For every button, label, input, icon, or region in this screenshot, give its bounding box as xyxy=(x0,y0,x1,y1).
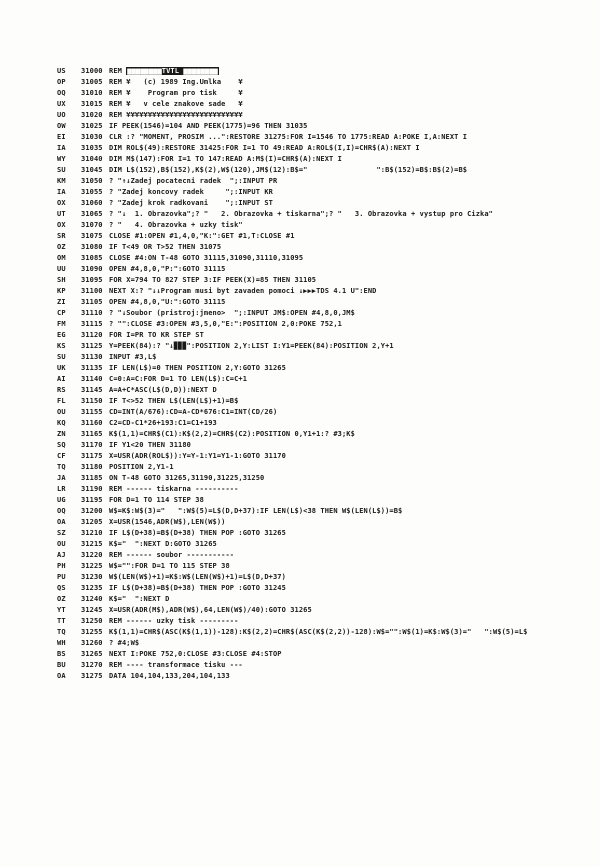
code-text: NEXT I:POKE 752,0:CLOSE #3:CLOSE #4:STOP xyxy=(109,650,282,658)
code-text: IF Y1<20 THEN 31180 xyxy=(109,441,191,449)
listing-line xyxy=(57,330,597,341)
line-code xyxy=(109,385,597,396)
code-text: INPUT #3,L$ xyxy=(109,353,157,361)
line-code xyxy=(109,462,597,473)
code-text: IF T<49 OR T>52 THEN 31075 xyxy=(109,243,222,251)
line-number: 31180 xyxy=(81,463,103,471)
line-number: 31250 xyxy=(81,617,103,625)
line-checksum: KS xyxy=(57,342,66,350)
line-number: 31120 xyxy=(81,331,103,339)
code-text: ? "↓ 1. Obrazovka";? " 2. Obrazovka + tiskarna";? " 3. Obrazovka + vystup pro Cizka" xyxy=(109,210,493,218)
listing-line xyxy=(57,176,597,187)
code-text: IF L$(D+38)=B$(D+38) THEN POP :GOTO 31265 xyxy=(109,529,286,537)
listing-line xyxy=(57,242,597,253)
line-checksum: RS xyxy=(57,386,66,394)
code-text: POSITION 2,Y1-1 xyxy=(109,463,174,471)
line-checksum: OM xyxy=(57,254,66,262)
line-checksum: SU xyxy=(57,166,66,174)
listing-line xyxy=(57,220,597,231)
line-number: 31140 xyxy=(81,375,103,383)
line-checksum: OZ xyxy=(57,595,66,603)
line-code xyxy=(109,319,597,330)
code-text: ? "":CLOSE #3:OPEN #3,5,0,"E:":POSITION 2,0:POKE 752,1 xyxy=(109,320,342,328)
line-code xyxy=(109,638,597,649)
line-number: 31225 xyxy=(81,562,103,570)
code-text: REM ------ tiskarna ---------- xyxy=(109,485,239,493)
code-text: ? #4;W$ xyxy=(109,639,140,647)
line-number: 31175 xyxy=(81,452,103,460)
line-number: 31265 xyxy=(81,650,103,658)
line-code xyxy=(109,616,597,627)
code-text: C=0:A=C:FOR D=1 TO LEN(L$):C=C+1 xyxy=(109,375,248,383)
line-number: 31060 xyxy=(81,199,103,207)
line-code xyxy=(109,407,597,418)
line-code xyxy=(109,88,597,99)
line-code xyxy=(109,275,597,286)
line-checksum: UK xyxy=(57,364,66,372)
line-code xyxy=(109,572,597,583)
line-code xyxy=(109,418,597,429)
line-number: 31135 xyxy=(81,364,103,372)
line-code xyxy=(109,66,597,77)
line-code xyxy=(109,220,597,231)
line-code xyxy=(109,528,597,539)
code-text: Y=PEEK(84):? "↓▉▉▉":POSITION 2,Y:LIST I:Y1=PEEK(84):POSITION 2,Y+1 xyxy=(109,342,394,350)
line-number: 31000 xyxy=(81,67,103,75)
line-number: 31190 xyxy=(81,485,103,493)
line-checksum: SR xyxy=(57,232,66,240)
listing-line xyxy=(57,99,597,110)
listing-line xyxy=(57,308,597,319)
line-number: 31085 xyxy=(81,254,103,262)
listing-line xyxy=(57,165,597,176)
line-code xyxy=(109,396,597,407)
line-number: 31205 xyxy=(81,518,103,526)
line-checksum: UG xyxy=(57,496,66,504)
listing-line xyxy=(57,264,597,275)
line-checksum: OU xyxy=(57,540,66,548)
line-number: 31260 xyxy=(81,639,103,647)
line-code xyxy=(109,605,597,616)
line-number: 31255 xyxy=(81,628,103,636)
line-number: 31230 xyxy=(81,573,103,581)
listing-line xyxy=(57,495,597,506)
code-text: X=USR(ADR(M$),ADR(W$),64,LEN(W$)/40):GOTO 31265 xyxy=(109,606,312,614)
line-checksum: OW xyxy=(57,122,66,130)
line-checksum: OA xyxy=(57,518,66,526)
listing-line xyxy=(57,88,597,99)
line-code xyxy=(109,550,597,561)
code-text: NEXT X:? "↓↓Program musi byt zavaden pomoci ↓▶▶▶TDS 4.1 U":END xyxy=(109,287,377,295)
line-number: 31160 xyxy=(81,419,103,427)
line-code xyxy=(109,561,597,572)
line-code xyxy=(109,154,597,165)
code-text: OPEN #4,8,0,"U:":GOTO 31115 xyxy=(109,298,226,306)
code-text: A=A+C*ASC(L$(D,D)):NEXT D xyxy=(109,386,217,394)
line-number: 31155 xyxy=(81,408,103,416)
code-text: REM ¥ v cele znakove sade ¥ xyxy=(109,100,243,108)
line-code xyxy=(109,198,597,209)
line-checksum: OQ xyxy=(57,89,66,97)
listing-line xyxy=(57,517,597,528)
code-text: ON T-48 GOTO 31265,31190,31225,31250 xyxy=(109,474,265,482)
line-checksum: OP xyxy=(57,78,66,86)
line-number: 31275 xyxy=(81,672,103,680)
line-code xyxy=(109,99,597,110)
listing-line xyxy=(57,528,597,539)
listing-line xyxy=(57,473,597,484)
line-checksum: OA xyxy=(57,672,66,680)
line-checksum: AJ xyxy=(57,551,66,559)
listing-line xyxy=(57,396,597,407)
listing-line xyxy=(57,231,597,242)
listing-line xyxy=(57,154,597,165)
line-number: 31145 xyxy=(81,386,103,394)
code-text: W$=K$:W$(3)=" ":W$(5)=L$(D,D+37):IF LEN(L$)<38 THEN W$(LEN(L$))=B$ xyxy=(109,507,403,515)
code-text: ? "Zadej koncovy radek ";:INPUT KR xyxy=(109,188,273,196)
listing-line xyxy=(57,539,597,550)
line-number: 31215 xyxy=(81,540,103,548)
line-number: 31105 xyxy=(81,298,103,306)
line-code xyxy=(109,187,597,198)
code-text: REM ------ soubor ----------- xyxy=(109,551,235,559)
line-code xyxy=(109,495,597,506)
line-number: 31020 xyxy=(81,111,103,119)
line-number: 31170 xyxy=(81,441,103,449)
listing-line xyxy=(57,187,597,198)
listing-line xyxy=(57,616,597,627)
code-text: REM xyxy=(109,67,127,75)
code-text: ? "↑↓Zadej pocatecni radek ";:INPUT PR xyxy=(109,177,278,185)
listing-line xyxy=(57,374,597,385)
listing-line xyxy=(57,341,597,352)
line-checksum: JA xyxy=(57,474,66,482)
listing-line xyxy=(57,121,597,132)
line-number: 31165 xyxy=(81,430,103,438)
line-code xyxy=(109,374,597,385)
listing-line xyxy=(57,462,597,473)
line-code xyxy=(109,671,597,682)
line-code xyxy=(109,121,597,132)
listing-line xyxy=(57,627,597,638)
line-checksum: IA xyxy=(57,188,66,196)
line-number: 31220 xyxy=(81,551,103,559)
line-code xyxy=(109,264,597,275)
code-text: C2=CD-C1*26+193:C1=C1+193 xyxy=(109,419,217,427)
line-number: 31200 xyxy=(81,507,103,515)
code-text: DIM L$(152),B$(152),K$(2),W$(120),JM$(12):B$=" ":B$(152)=B$:B$(2)=B$ xyxy=(109,166,468,174)
listing-line xyxy=(57,605,597,616)
line-checksum: EG xyxy=(57,331,66,339)
listing-line xyxy=(57,418,597,429)
line-checksum: UU xyxy=(57,265,66,273)
line-code xyxy=(109,627,597,638)
line-checksum: OX xyxy=(57,199,66,207)
line-code xyxy=(109,110,597,121)
code-text: DIM ROL$(49):RESTORE 31425:FOR I=1 TO 49:READ A:ROL$(I,I)=CHR$(A):NEXT I xyxy=(109,144,420,152)
line-checksum: KQ xyxy=(57,419,66,427)
line-number: 31110 xyxy=(81,309,103,317)
line-code xyxy=(109,77,597,88)
line-checksum: TQ xyxy=(57,463,66,471)
code-text: CLOSE #1:OPEN #1,4,0,"K:":GET #1,T:CLOSE #1 xyxy=(109,232,295,240)
code-text: CD=INT(A/676):CD=A-CD*676:C1=INT(CD/26) xyxy=(109,408,278,416)
listing-line xyxy=(57,572,597,583)
listing-line xyxy=(57,143,597,154)
line-code xyxy=(109,231,597,242)
code-text: IF L$(D+38)=B$(D+38) THEN POP :GOTO 31245 xyxy=(109,584,286,592)
line-code xyxy=(109,649,597,660)
line-number: 31095 xyxy=(81,276,103,284)
line-code xyxy=(109,143,597,154)
line-number: 31090 xyxy=(81,265,103,273)
line-checksum: UO xyxy=(57,111,66,119)
code-text: ? "Zadej krok radkovani ";:INPUT ST xyxy=(109,199,273,207)
line-checksum: KP xyxy=(57,287,66,295)
line-checksum: ZN xyxy=(57,430,66,438)
listing-line xyxy=(57,297,597,308)
line-number: 31240 xyxy=(81,595,103,603)
listing-line xyxy=(57,594,597,605)
line-number: 31270 xyxy=(81,661,103,669)
line-checksum: TQ xyxy=(57,628,66,636)
code-text: IF PEEK(1546)=104 AND PEEK(1775)=96 THEN 31035 xyxy=(109,122,308,130)
line-code xyxy=(109,517,597,528)
line-number: 31235 xyxy=(81,584,103,592)
code-text: FOR I=PR TO KR STEP ST xyxy=(109,331,204,339)
line-checksum: BS xyxy=(57,650,66,658)
line-checksum: PU xyxy=(57,573,66,581)
line-checksum: LR xyxy=(57,485,66,493)
code-text: DATA 104,104,133,204,104,133 xyxy=(109,672,230,680)
line-code xyxy=(109,451,597,462)
line-number: 31185 xyxy=(81,474,103,482)
line-code xyxy=(109,429,597,440)
code-text: CLR :? "MOMENT, PROSIM ...":RESTORE 31275:FOR I=1546 TO 1775:READ A:POKE I,A:NEXT I xyxy=(109,133,468,141)
code-text: K$=" ":NEXT D xyxy=(109,595,170,603)
code-text: ? " 4. Obrazovka + uzky tisk" xyxy=(109,221,243,229)
listing-line xyxy=(57,429,597,440)
line-checksum: QS xyxy=(57,584,66,592)
code-text: IF T<>52 THEN L$(LEN(L$)+1)=B$ xyxy=(109,397,239,405)
line-checksum: UT xyxy=(57,210,66,218)
line-number: 31005 xyxy=(81,78,103,86)
code-text: X=USR(1546,ADR(W$),LEN(W$)) xyxy=(109,518,226,526)
listing-line xyxy=(57,253,597,264)
line-number: 31030 xyxy=(81,133,103,141)
line-checksum: FL xyxy=(57,397,66,405)
code-text: REM ¥¥¥¥¥¥¥¥¥¥¥¥¥¥¥¥¥¥¥¥¥¥¥¥¥¥¥ xyxy=(109,111,243,119)
line-code xyxy=(109,660,597,671)
line-code xyxy=(109,539,597,550)
line-checksum: BU xyxy=(57,661,66,669)
line-code xyxy=(109,594,597,605)
line-checksum: YT xyxy=(57,606,66,614)
line-number: 31080 xyxy=(81,243,103,251)
line-code xyxy=(109,473,597,484)
line-checksum: TT xyxy=(57,617,66,625)
listing-line xyxy=(57,440,597,451)
line-checksum: US xyxy=(57,67,66,75)
code-text: DIM M$(147):FOR I=1 TO 147:READ A:M$(I)=CHR$(A):NEXT I xyxy=(109,155,342,163)
line-checksum: WY xyxy=(57,155,66,163)
line-checksum: SH xyxy=(57,276,66,284)
line-code xyxy=(109,330,597,341)
line-checksum: CF xyxy=(57,452,66,460)
listing-line xyxy=(57,286,597,297)
code-text: X=USR(ADR(ROL$)):Y=Y-1:Y1=Y1-1:GOTO 31170 xyxy=(109,452,286,460)
line-code xyxy=(109,352,597,363)
line-checksum: OX xyxy=(57,221,66,229)
line-number: 31065 xyxy=(81,210,103,218)
line-code xyxy=(109,286,597,297)
listing-line xyxy=(57,649,597,660)
line-number: 31045 xyxy=(81,166,103,174)
line-code xyxy=(109,253,597,264)
line-checksum: CP xyxy=(57,309,66,317)
listing-line xyxy=(57,561,597,572)
basic-listing xyxy=(57,66,597,682)
line-code xyxy=(109,341,597,352)
listing-line xyxy=(57,451,597,462)
listing-line xyxy=(57,363,597,374)
listing-line xyxy=(57,110,597,121)
listing-line xyxy=(57,660,597,671)
line-checksum: SZ xyxy=(57,529,66,537)
code-text: REM ---- transformace tisku --- xyxy=(109,661,243,669)
line-number: 31125 xyxy=(81,342,103,350)
line-code xyxy=(109,165,597,176)
code-text: K$=" ":NEXT D:GOTO 31265 xyxy=(109,540,217,548)
line-number: 31035 xyxy=(81,144,103,152)
line-checksum: SU xyxy=(57,353,66,361)
line-number: 31040 xyxy=(81,155,103,163)
line-checksum: WH xyxy=(57,639,66,647)
listing-line xyxy=(57,209,597,220)
line-code xyxy=(109,176,597,187)
line-code xyxy=(109,484,597,495)
line-code xyxy=(109,308,597,319)
line-checksum: FM xyxy=(57,320,66,328)
line-number: 31100 xyxy=(81,287,103,295)
line-number: 31050 xyxy=(81,177,103,185)
code-text: IF LEN(L$)=0 THEN POSITION 2,Y:GOTO 31265 xyxy=(109,364,286,372)
line-checksum: OU xyxy=(57,408,66,416)
line-code xyxy=(109,209,597,220)
listing-line xyxy=(57,407,597,418)
code-text: REM ¥ (c) 1989 Ing.Umlka ¥ xyxy=(109,78,243,86)
listing-line xyxy=(57,352,597,363)
line-number: 31195 xyxy=(81,496,103,504)
line-checksum: UX xyxy=(57,100,66,108)
listing-line xyxy=(57,198,597,209)
code-text: ? "↓Soubor (pristroj:jmeno> ";:INPUT JM$:OPEN #4,8,0,JM$ xyxy=(109,309,355,317)
code-text: FOR D=1 TO 114 STEP 38 xyxy=(109,496,204,504)
line-number: 31245 xyxy=(81,606,103,614)
listing-line xyxy=(57,484,597,495)
listing-line xyxy=(57,638,597,649)
listing-line xyxy=(57,77,597,88)
line-checksum: SQ xyxy=(57,441,66,449)
line-number: 31015 xyxy=(81,100,103,108)
line-code xyxy=(109,440,597,451)
listing-line xyxy=(57,385,597,396)
line-code xyxy=(109,583,597,594)
listing-line xyxy=(57,506,597,517)
line-code xyxy=(109,506,597,517)
line-code xyxy=(109,242,597,253)
line-number: 31075 xyxy=(81,232,103,240)
line-checksum: OZ xyxy=(57,243,66,251)
listing-line xyxy=(57,66,597,77)
listing-line xyxy=(57,319,597,330)
line-code xyxy=(109,297,597,308)
line-number: 31115 xyxy=(81,320,103,328)
line-checksum: IA xyxy=(57,144,66,152)
listing-line xyxy=(57,132,597,143)
code-text: REM ¥ Program pro tisk ¥ xyxy=(109,89,243,97)
line-checksum: EI xyxy=(57,133,66,141)
line-checksum: PH xyxy=(57,562,66,570)
listing-line xyxy=(57,583,597,594)
line-code xyxy=(109,363,597,374)
code-text: K$(1,1)=CHR$(C1):K$(2,2)=CHR$(C2):POSITION 0,Y1+1:? #3;K$ xyxy=(109,430,355,438)
listing-line xyxy=(57,275,597,286)
code-text: W$="":FOR D=1 TO 115 STEP 38 xyxy=(109,562,230,570)
code-text: K$(1,1)=CHR$(ASC(K$(1,1))-128):K$(2,2)=CHR$(ASC(K$(2,2))-128):W$="":W$(1)=K$:W$(3)=" ":W$(5)=L$ xyxy=(109,628,528,636)
code-text: OPEN #4,8,0,"P:":GOTO 31115 xyxy=(109,265,226,273)
code-text: CLOSE #4:ON T-48 GOTO 31115,31090,31110,31095 xyxy=(109,254,304,262)
code-text: FOR X=794 TO 827 STEP 3:IF PEEK(X)=85 THEN 31105 xyxy=(109,276,317,284)
code-text: REM ------ uzky tisk --------- xyxy=(109,617,239,625)
listing-line xyxy=(57,550,597,561)
listing-line xyxy=(57,671,597,682)
line-number: 31010 xyxy=(81,89,103,97)
line-number: 31210 xyxy=(81,529,103,537)
line-number: 31130 xyxy=(81,353,103,361)
line-checksum: KM xyxy=(57,177,66,185)
line-number: 31150 xyxy=(81,397,103,405)
line-checksum: AI xyxy=(57,375,66,383)
line-number: 31025 xyxy=(81,122,103,130)
line-number: 31070 xyxy=(81,221,103,229)
line-code xyxy=(109,132,597,143)
code-text: W$(LEN(W$)+1)=K$:W$(LEN(W$)+1)=L$(D,D+37) xyxy=(109,573,286,581)
line-checksum: OQ xyxy=(57,507,66,515)
inverse-video-text: ▆▆▆▆▆▆▆▆TVTL ▆▆▆▆▆▆▆▆ xyxy=(127,67,218,75)
line-number: 31055 xyxy=(81,188,103,196)
line-checksum: ZI xyxy=(57,298,66,306)
